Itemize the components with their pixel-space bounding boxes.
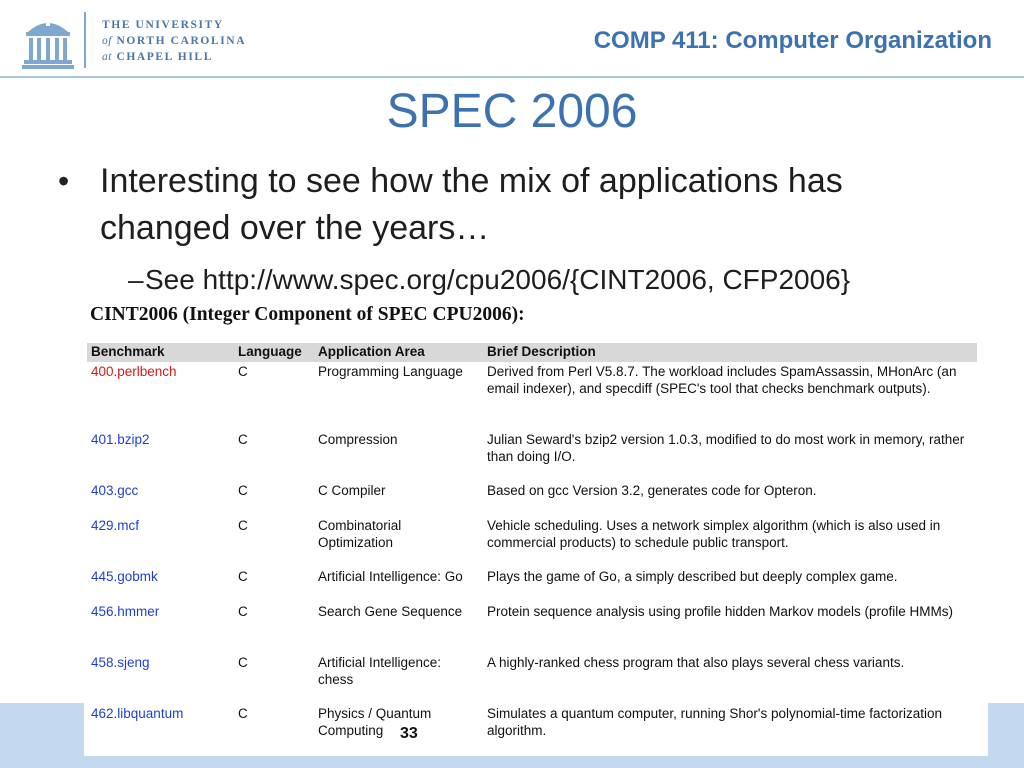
- logo-line-1: THE UNIVERSITY: [102, 19, 224, 31]
- language-cell: C: [238, 655, 248, 670]
- logo-line-2-prefix: of: [102, 35, 112, 47]
- benchmark-link[interactable]: 403.gcc: [91, 483, 139, 498]
- language-cell: C: [238, 518, 248, 533]
- description-cell: Vehicle scheduling. Uses a network simplex algorithm (which is also used in commercial products) to schedule public transport.: [487, 518, 941, 550]
- table-row: [87, 430, 977, 481]
- area-cell: C Compiler: [318, 483, 386, 498]
- benchmark-link[interactable]: 458.sjeng: [91, 655, 150, 670]
- table-row: [87, 481, 977, 516]
- language-cell: C: [238, 706, 248, 721]
- area-cell: Artificial Intelligence: Go: [318, 569, 463, 584]
- sub-bullet-text: See http://www.spec.org/cpu2006/{CINT2006, CFP2006}: [145, 264, 851, 295]
- description-cell: Plays the game of Go, a simply described but deeply complex game.: [487, 569, 898, 584]
- logo-wordmark: [102, 17, 246, 65]
- benchmark-link[interactable]: 400.perlbench: [91, 364, 177, 379]
- description-cell: Simulates a quantum computer, running Shor's polynomial-time factorization algorithm.: [487, 706, 943, 738]
- table-caption: CINT2006 (Integer Component of SPEC CPU2006):: [90, 304, 525, 325]
- area-cell: Programming Language: [318, 364, 463, 379]
- slide-title: SPEC 2006: [386, 85, 638, 138]
- area-cell: Artificial Intelligence: chess: [318, 655, 442, 687]
- table-header-row: [87, 343, 977, 362]
- old-well-icon: [22, 12, 74, 70]
- language-cell: C: [238, 569, 248, 584]
- description-cell: Based on gcc Version 3.2, generates code for Opteron.: [487, 483, 817, 498]
- benchmark-link[interactable]: 456.hmmer: [91, 604, 160, 619]
- benchmark-link[interactable]: 401.bzip2: [91, 432, 150, 447]
- benchmark-link[interactable]: 429.mcf: [91, 518, 140, 533]
- table-row: [87, 362, 977, 430]
- description-cell: A highly-ranked chess program that also plays several chess variants.: [487, 655, 905, 670]
- table-row: [87, 567, 977, 602]
- language-cell: C: [238, 483, 248, 498]
- table-row: [87, 602, 977, 653]
- logo-divider: [84, 12, 86, 68]
- column-header-brief-description: Brief Description: [483, 343, 977, 362]
- logo-line-3-prefix: at: [102, 51, 112, 63]
- column-header-benchmark: Benchmark: [87, 343, 234, 362]
- benchmark-link[interactable]: 462.libquantum: [91, 706, 184, 721]
- dash-icon: –: [128, 264, 144, 295]
- bullet-text: Interesting to see how the mix of applications has changed over the years…: [100, 162, 843, 247]
- page-number: 33: [400, 725, 418, 742]
- bullet-icon: •: [58, 163, 70, 199]
- logo-line-3: CHAPEL HILL: [116, 51, 213, 63]
- area-cell: Combinatorial Optimization: [318, 518, 402, 550]
- area-cell: Physics / Quantum Computing: [318, 706, 432, 738]
- description-cell: Protein sequence analysis using profile hidden Markov models (profile HMMs): [487, 604, 953, 619]
- logo-line-2: NORTH CAROLINA: [116, 35, 247, 47]
- university-logo: [22, 10, 262, 70]
- cint2006-table: [87, 343, 977, 755]
- description-cell: Julian Seward's bzip2 version 1.0.3, modified to do most work in memory, rather than doing I/O.: [487, 432, 965, 464]
- language-cell: C: [238, 364, 248, 379]
- header-divider: [0, 76, 1024, 78]
- course-title: COMP 411: Computer Organization: [593, 27, 992, 54]
- language-cell: C: [238, 604, 248, 619]
- benchmark-link[interactable]: 445.gobmk: [91, 569, 158, 584]
- language-cell: C: [238, 432, 248, 447]
- table-row: [87, 704, 977, 755]
- cint2006-table-panel: [84, 303, 988, 756]
- column-header-application-area: Application Area: [314, 343, 483, 362]
- area-cell: Compression: [318, 432, 398, 447]
- table-row: [87, 516, 977, 567]
- description-cell: Derived from Perl V5.8.7. The workload includes SpamAssassin, MHonArc (an email indexer), and specdiff (SPEC's tool that checks benchmark outputs).: [487, 364, 957, 396]
- table-row: [87, 653, 977, 704]
- area-cell: Search Gene Sequence: [318, 604, 463, 619]
- column-header-language: Language: [234, 343, 314, 362]
